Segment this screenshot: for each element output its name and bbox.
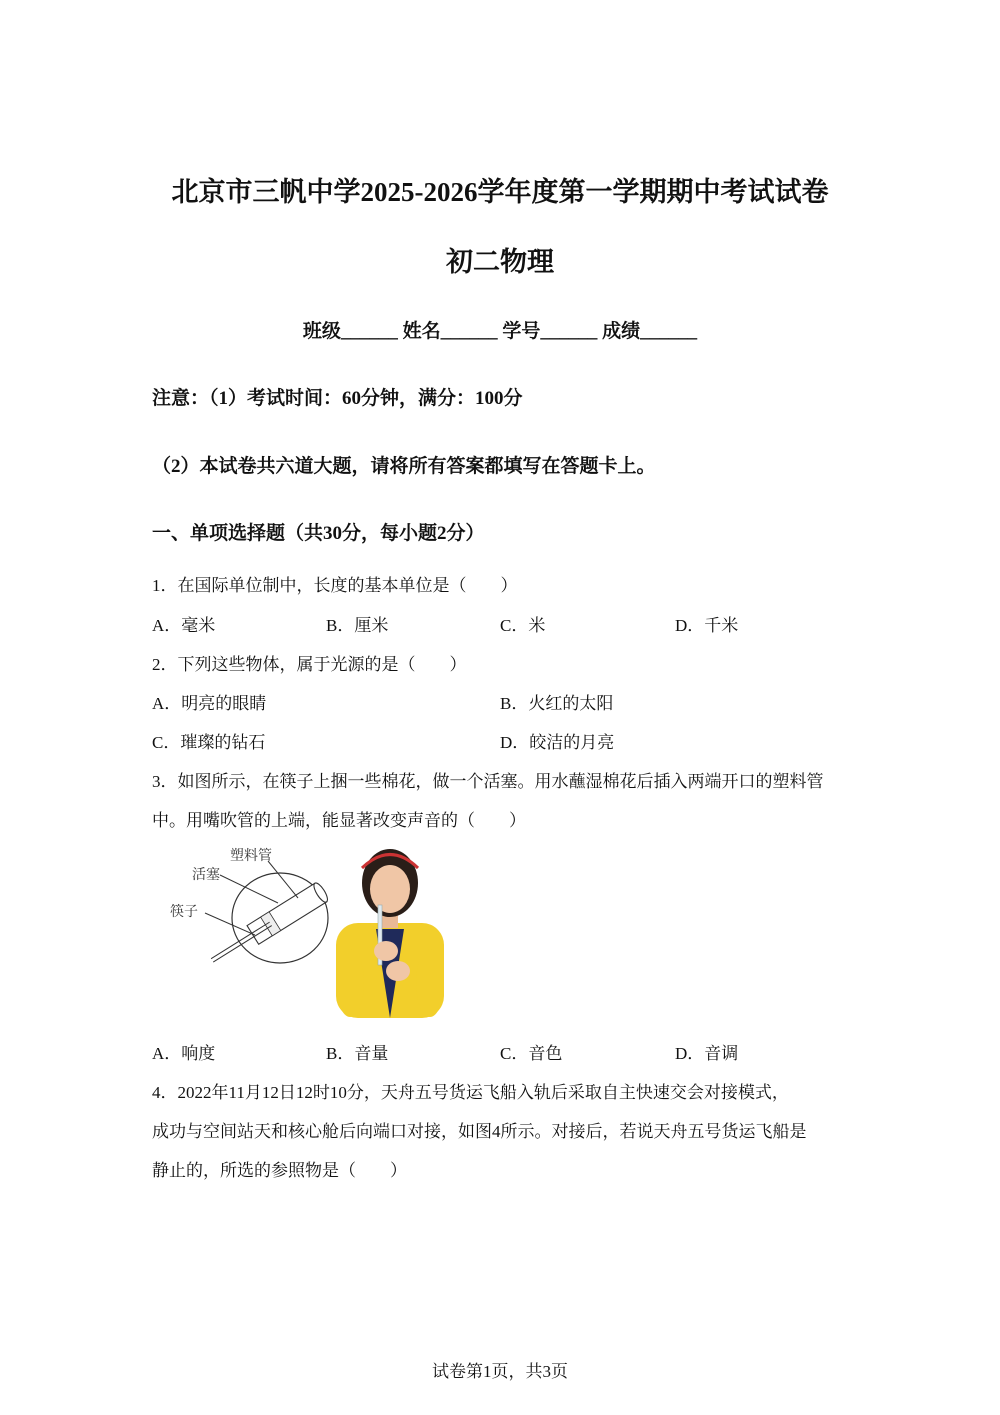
question-3-figure xyxy=(160,843,450,1018)
figure-label-tube: 塑料管 xyxy=(230,849,272,864)
question-3-stem-line-1: 3．如图所示，在筷子上捆一些棉花，做一个活塞。用水蘸湿棉花后插入两端开口的塑料管 xyxy=(152,772,824,791)
question-1-stem: 1．在国际单位制中，长度的基本单位是（ ） xyxy=(152,576,518,595)
question-4-stem-line-3: 静止的，所选的参照物是（ ） xyxy=(152,1161,407,1180)
option-2c: C．璀璨的钻石 xyxy=(152,733,266,752)
figure-label-chopstick: 筷子 xyxy=(170,905,198,920)
option-3c: C．音色 xyxy=(500,1044,563,1063)
note-line-2: （2）本试卷共六道大题，请将所有答案都填写在答题卡上。 xyxy=(152,456,656,477)
option-1b: B．厘米 xyxy=(326,616,389,635)
info-line: 班级______ 姓名______ 学号______ 成绩______ xyxy=(302,321,698,342)
option-1c: C．米 xyxy=(500,616,546,635)
section-heading: 一、单项选择题（共30分，每小题2分） xyxy=(152,523,485,544)
question-4-stem-line-2: 成功与空间站天和核心舱后向端口对接，如图4所示。对接后，若说天舟五号货运飞船是 xyxy=(152,1122,807,1141)
question-4-stem-line-1: 4．2022年11月12日12时10分，天舟五号货运飞船入轨后采取自主快速交会对接模式， xyxy=(152,1083,789,1102)
option-2b: B．火红的太阳 xyxy=(500,694,614,713)
figure-label-piston: 活塞 xyxy=(192,868,220,883)
option-3d: D．音调 xyxy=(675,1044,739,1063)
flute-diagram xyxy=(160,843,450,1018)
girl-photo xyxy=(336,849,444,1018)
option-1a: A．毫米 xyxy=(152,616,216,635)
option-3b: B．音量 xyxy=(326,1044,389,1063)
page-subtitle: 初二物理 xyxy=(446,247,554,277)
note-line-1: 注意：（1）考试时间：60分钟，满分：100分 xyxy=(152,388,523,409)
option-3a: A．响度 xyxy=(152,1044,216,1063)
question-2-stem: 2．下列这些物体，属于光源的是（ ） xyxy=(152,655,467,674)
option-2a: A．明亮的眼睛 xyxy=(152,694,267,713)
option-2d: D．皎洁的月亮 xyxy=(500,733,615,752)
question-3-stem-line-2: 中。用嘴吹管的上端，能显著改变声音的（ ） xyxy=(152,811,526,830)
page-footer: 试卷第1页，共3页 xyxy=(432,1362,568,1381)
page-title: 北京市三帆中学2025-2026学年度第一学期期中考试试卷 xyxy=(171,177,829,207)
option-1d: D．千米 xyxy=(675,616,739,635)
